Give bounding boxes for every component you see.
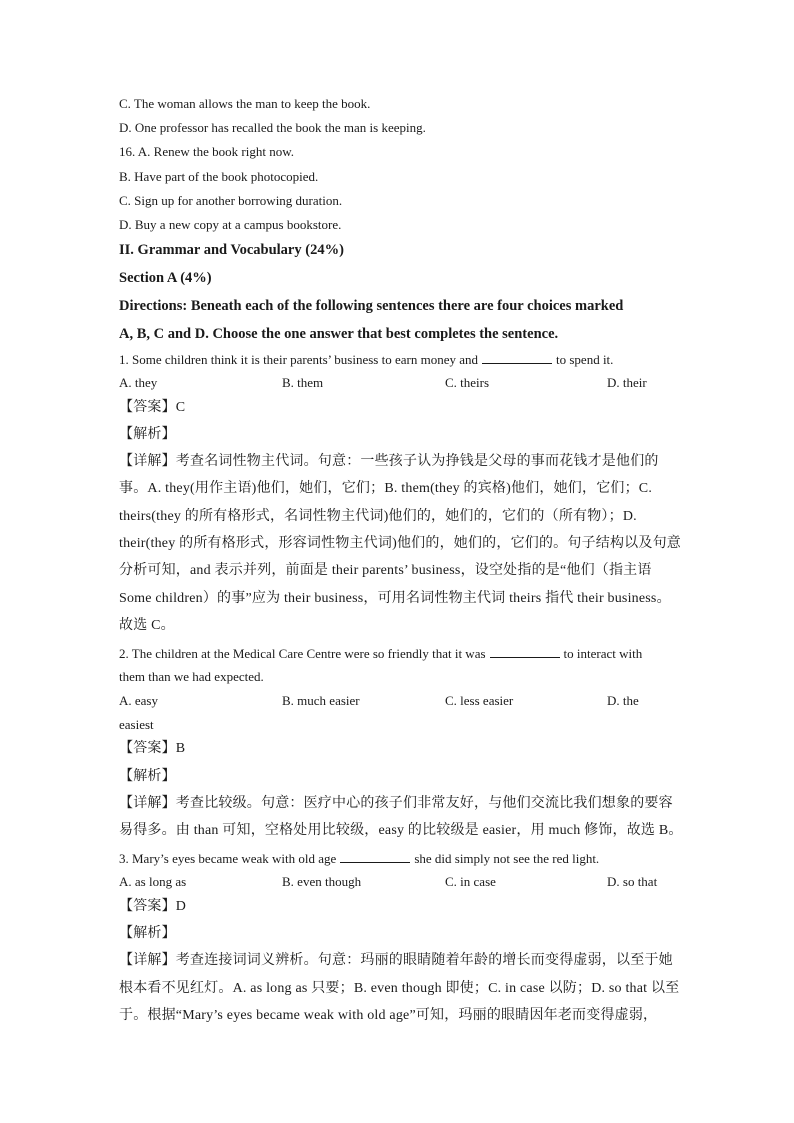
question-1-stem <box>119 351 613 368</box>
q2-detail-line: 【详解】考查比较级。句意：医疗中心的孩子们非常友好，与他们交流比我们想象的要容 <box>119 796 673 811</box>
q1-detail-line: theirs(they 的所有格形式，名词性物主代词)他们的，她们的，它们的（所有物）；D. <box>119 509 637 524</box>
question-2-stem-start: 2. The children at the Medical Care Centre were so friendly that it was <box>119 646 486 661</box>
q1-detail-line: 事。A. they(用作主语)他们，她们，它们；B. them(they 的宾格)他们，她们，它们；C. <box>119 481 653 496</box>
q3-detail-line: 根本看不见红灯。A. as long as 只要；B. even though 即使；C. in case 以防；D. so that 以至 <box>119 981 680 996</box>
directions-line-1: Directions: Beneath each of the following sentences there are four choices marked <box>119 298 624 314</box>
answer-blank <box>340 850 410 863</box>
q1-detail-line: 【详解】考查名词性物主代词。句意：一些孩子认为挣钱是父母的事而花钱才是他们的 <box>119 454 659 469</box>
option-d-q15: D. One professor has recalled the book the man is keeping. <box>119 120 426 135</box>
q2-option-a: A. easy <box>119 693 158 708</box>
q3-option-b: B. even though <box>282 874 362 889</box>
question-1-stem-start: 1. Some children think it is their parents’ business to earn money and <box>119 352 478 367</box>
q3-answer: 【答案】D <box>119 899 187 914</box>
option-c-q16: C. Sign up for another borrowing duration. <box>119 193 343 208</box>
q1-option-b: B. them <box>282 375 324 390</box>
answer-blank <box>490 645 560 658</box>
q1-detail-line: 故选 C。 <box>119 618 175 633</box>
q3-option-a: A. as long as <box>119 874 187 889</box>
question-2-stem-cont: them than we had expected. <box>119 669 264 684</box>
q1-analysis-label: 【解析】 <box>119 427 176 442</box>
q2-option-d-wrap: easiest <box>119 717 154 732</box>
q1-detail-line: 分析可知，and 表示并列，前面是 their parents’ business，设空处指的是“他们（指主语 <box>119 563 652 578</box>
q1-answer: 【答案】C <box>119 400 186 415</box>
answer-blank <box>482 351 552 364</box>
question-3-stem-end: she did simply not see the red light. <box>414 851 600 866</box>
q3-analysis-label: 【解析】 <box>119 926 176 941</box>
q2-analysis-label: 【解析】 <box>119 769 176 784</box>
question-3-stem-start: 3. Mary’s eyes became weak with old age <box>119 851 337 866</box>
q1-option-a: A. they <box>119 375 158 390</box>
q1-detail-line: their(they 的所有格形式，形容词性物主代词)他们的，她们的，它们的。句子结构以及句意 <box>119 536 681 551</box>
q3-detail-line: 【详解】考查连接词词义辨析。句意：玛丽的眼睛随着年龄的增长而变得虚弱，以至于她 <box>119 953 673 968</box>
section-heading: II. Grammar and Vocabulary (24%) <box>119 242 344 258</box>
q1-option-c: C. theirs <box>445 375 490 390</box>
option-c-q15: C. The woman allows the man to keep the book. <box>119 96 371 111</box>
question-2-stem <box>119 645 642 662</box>
directions-line-2: A, B, C and D. Choose the one answer that best completes the sentence. <box>119 326 559 342</box>
question-2-stem-end: to interact with <box>563 646 643 661</box>
subsection-heading: Section A (4%) <box>119 270 212 286</box>
q2-option-c: C. less easier <box>445 693 514 708</box>
question-16-option-a: 16. A. Renew the book right now. <box>119 144 294 159</box>
q2-option-b: B. much easier <box>282 693 360 708</box>
option-d-q16: D. Buy a new copy at a campus bookstore. <box>119 217 342 232</box>
q2-answer: 【答案】B <box>119 741 186 756</box>
q3-detail-line: 于。根据“Mary’s eyes became weak with old age”可知，玛丽的眼睛因年老而变得虚弱， <box>119 1008 658 1023</box>
question-3-stem <box>119 850 599 867</box>
q2-detail-line: 易得多。由 than 可知，空格处用比较级，easy 的比较级是 easier，用 much 修饰，故选 B。 <box>119 823 683 838</box>
q2-option-d: D. the <box>607 693 639 708</box>
question-1-stem-end: to spend it. <box>556 352 614 367</box>
option-b-q16: B. Have part of the book photocopied. <box>119 169 319 184</box>
q3-option-d: D. so that <box>607 874 658 889</box>
q1-detail-line: Some children）的事”应为 their business，可用名词性物主代词 theirs 指代 their business。 <box>119 591 671 606</box>
q1-option-d: D. their <box>607 375 647 390</box>
q3-option-c: C. in case <box>445 874 496 889</box>
